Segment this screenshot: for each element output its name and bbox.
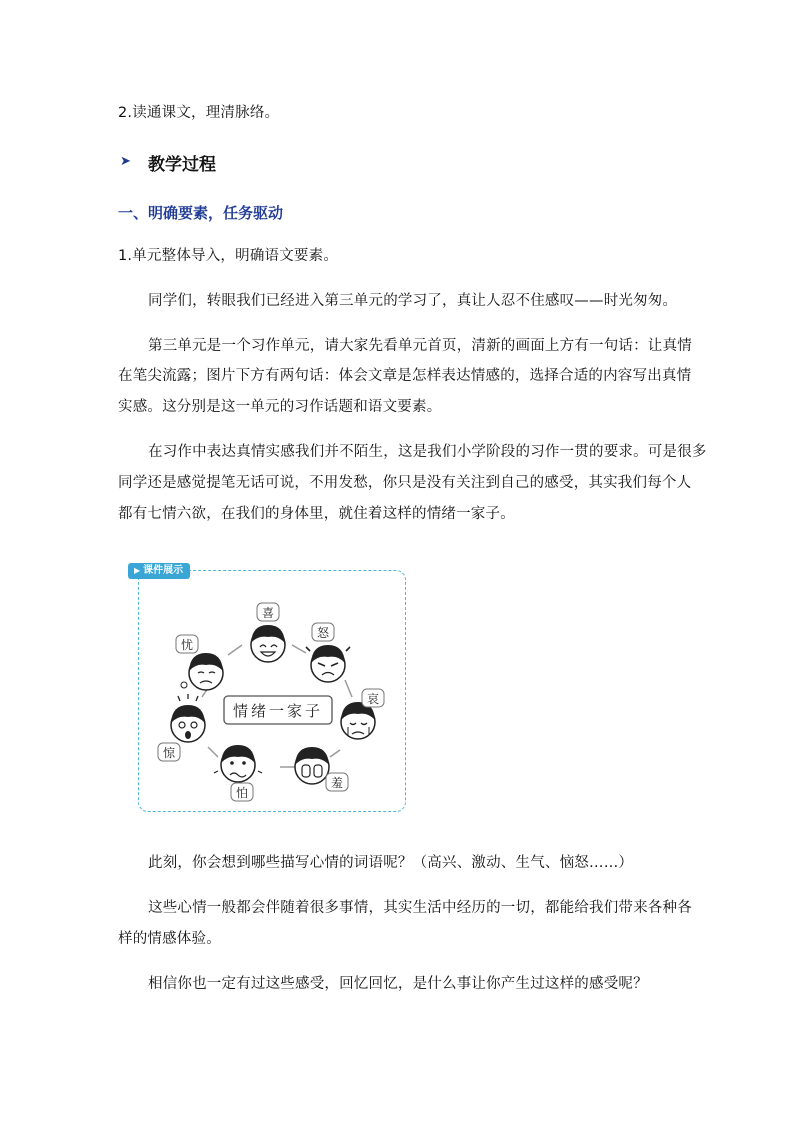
label-shy: 羞: [330, 776, 344, 790]
label-fear: 怕: [235, 786, 249, 800]
process-heading: 教学过程: [148, 155, 216, 175]
label-surprise: 惊: [162, 746, 176, 760]
face-fear: [214, 745, 262, 782]
section1-heading: 一、明确要素，任务驱动: [118, 204, 284, 222]
paragraph-5-line-2: 样的情感体验。: [118, 931, 221, 947]
label-worry: 忧: [180, 638, 194, 652]
paragraph-6: 相信你也一定有过这些感受，回忆回忆，是什么事让你产生过这样的感受呢？: [148, 976, 648, 992]
paragraph-2-line-3: 实感。这分别是这一单元的习作话题和语文要素。: [118, 399, 442, 415]
goal-2: 2.读通课文，理清脉络。: [118, 105, 280, 121]
face-sorrow: [341, 702, 375, 739]
face-shy: [295, 747, 329, 784]
label-joy: 喜: [261, 606, 275, 620]
paragraph-1: 同学们，转眼我们已经进入第三单元的学习了，真让人忍不住感叹——时光匆匆。: [148, 293, 678, 309]
label-sorrow: 哀: [366, 692, 380, 706]
paragraph-2-line-2: 在笔尖流露；图片下方有两句话：体会文章是怎样表达情感的，选择合适的内容写出真情: [118, 368, 692, 384]
center-label: 情绪一家子: [232, 702, 324, 720]
paragraph-2-line-1: 第三单元是一个习作单元，请大家先看单元首页，清新的画面上方有一句话：让真情: [148, 338, 692, 354]
step-1: 1.单元整体导入，明确语文要素。: [118, 248, 339, 264]
face-anger: [306, 645, 350, 682]
paragraph-5-line-1: 这些心情一般都会伴随着很多事情，其实生活中经历的一切，都能给我们带来各种各: [148, 900, 692, 916]
paragraph-3-line-3: 都有七情六欲，在我们的身体里，就住着这样的情绪一家子。: [118, 506, 515, 522]
face-worry: [181, 653, 223, 690]
paragraph-3-line-1: 在习作中表达真情实感我们并不陌生，这是我们小学阶段的习作一贯的要求。可是很多: [148, 444, 707, 460]
paragraph-3-line-2: 同学还是感觉提笔无话可说，不用发愁，你只是没有关注到自己的感受，其实我们每个人: [118, 475, 692, 491]
emotion-family-illustration: [140, 585, 402, 807]
figure-tag: [128, 563, 190, 579]
play-triangle-icon: ▶: [134, 566, 141, 575]
paragraph-4: 此刻，你会想到哪些描写心情的词语呢？（高兴、激动、生气、恼怒……）: [148, 855, 634, 871]
face-surprise: [171, 694, 205, 742]
face-joy: [251, 625, 285, 662]
label-anger: 怒: [316, 626, 330, 640]
figure-tag-label: 课件展示: [143, 565, 184, 576]
arrow-right-icon: ➤: [120, 154, 131, 169]
